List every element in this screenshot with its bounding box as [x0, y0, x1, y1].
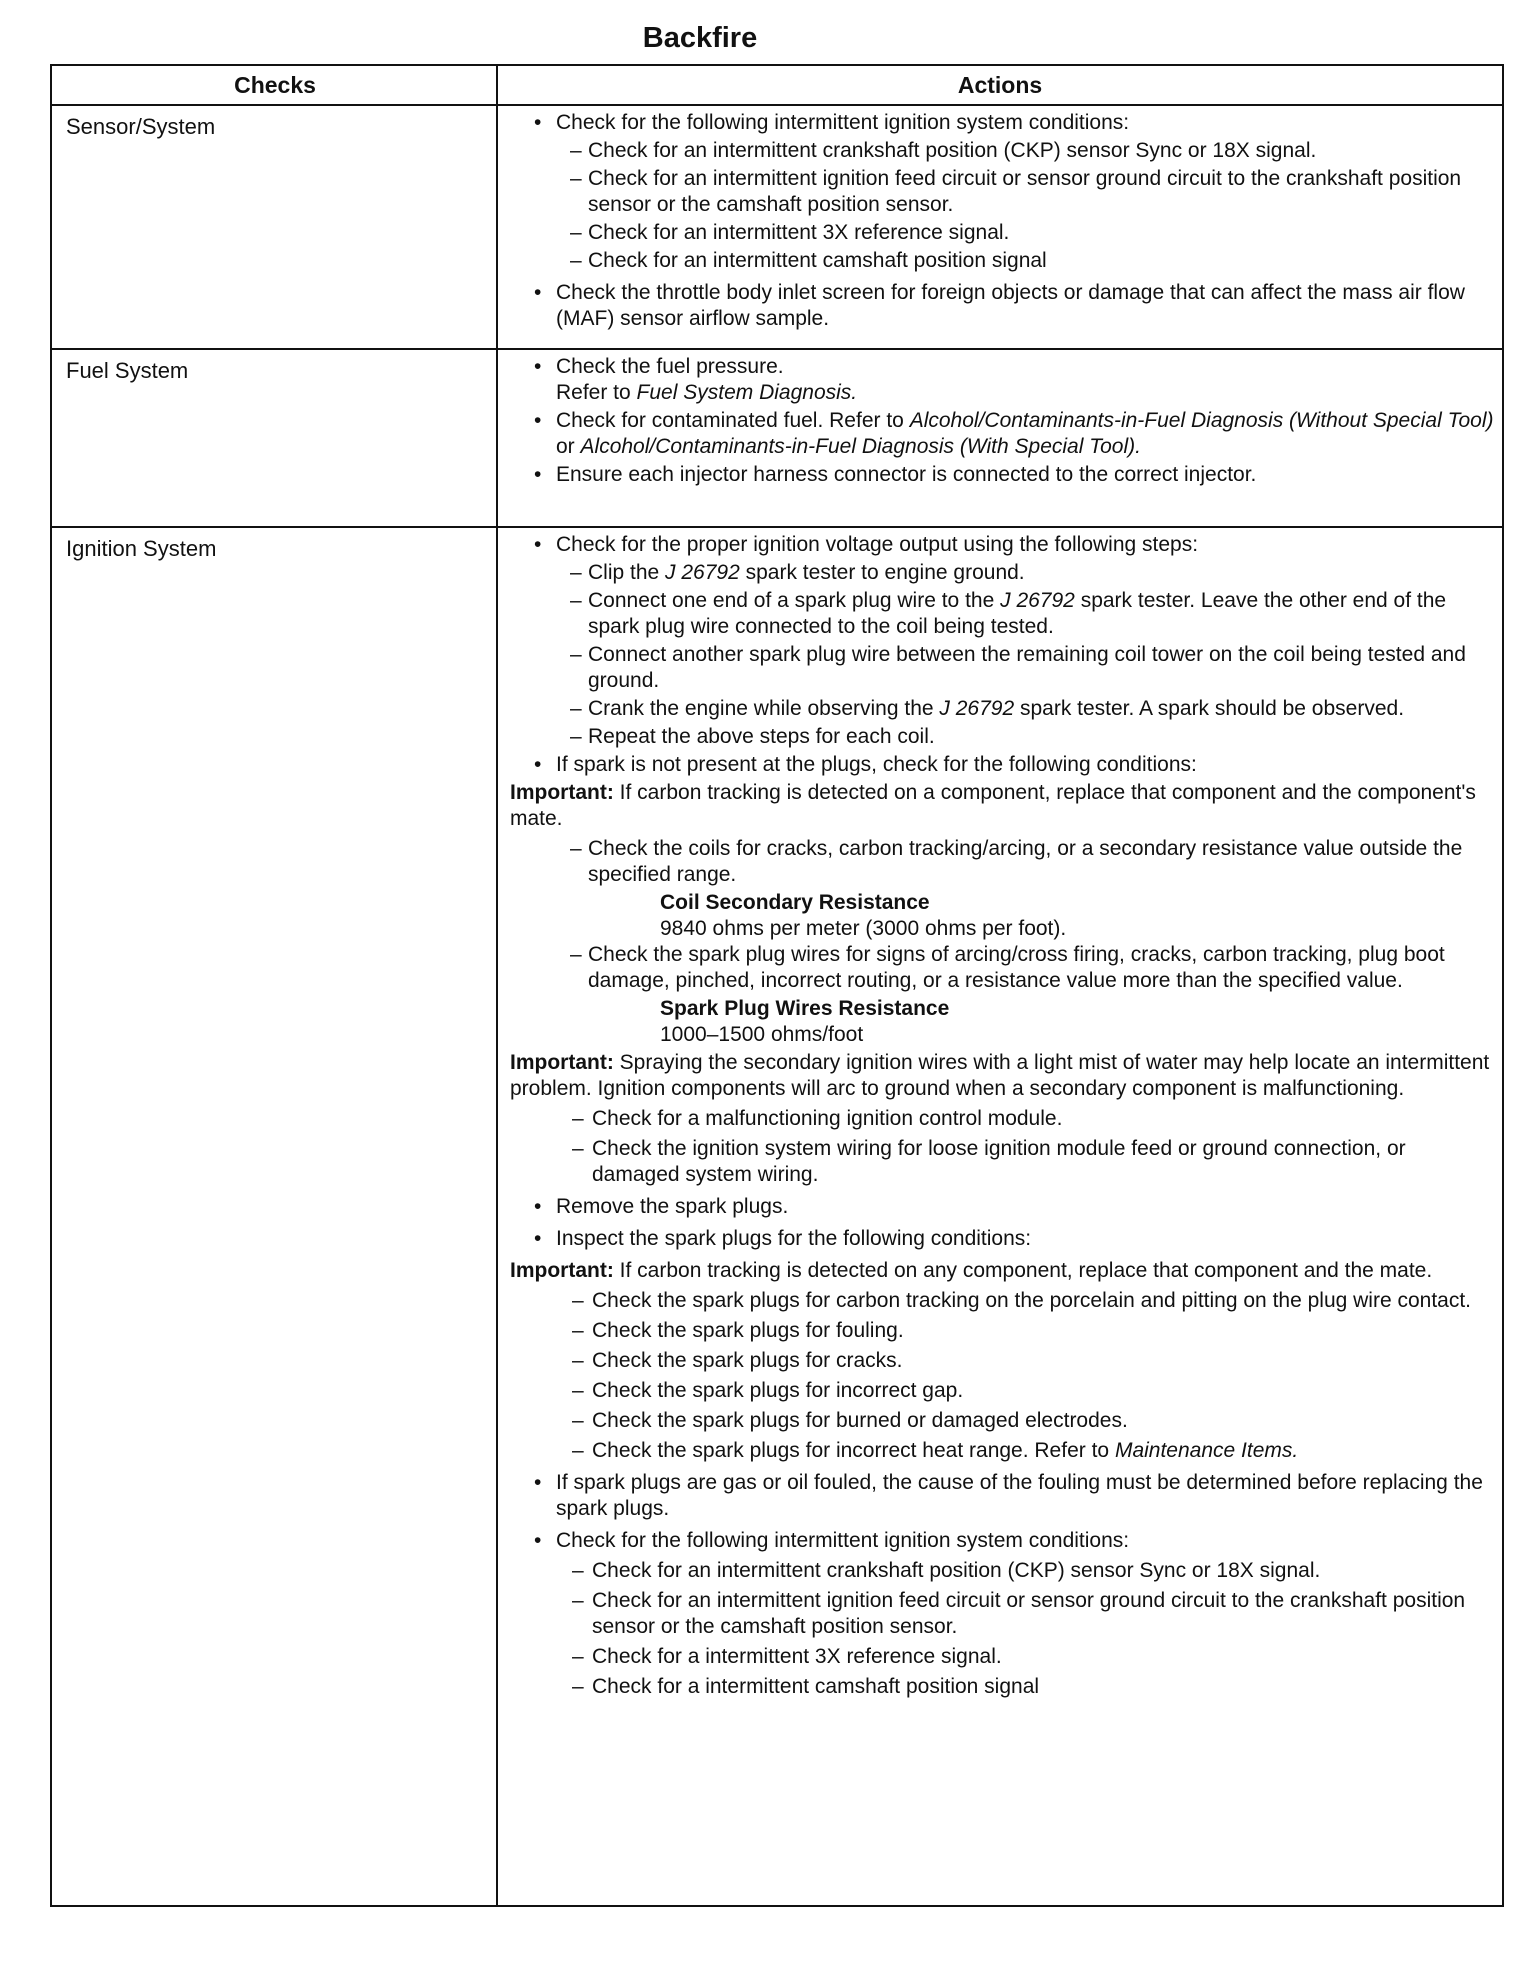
list-item: – Check the ignition system wiring for loose ignition module feed or ground connection, or damaged system wiring. — [510, 1136, 1496, 1188]
item-text: Crank the engine while observing the — [588, 697, 934, 720]
list-item: – Connect another spark plug wire between the remaining coil tower on the coil being tested and ground. — [510, 642, 1496, 694]
item-text: Refer to — [556, 381, 631, 404]
item-text: Connect one end of a spark plug wire to the — [588, 589, 995, 612]
check-label: Ignition System — [66, 536, 217, 561]
list-item: – Check the spark plugs for carbon tracking on the porcelain and pitting on the plug wire contact. — [510, 1288, 1496, 1314]
item-text: or — [556, 435, 575, 458]
list-item: • Remove the spark plugs. — [510, 1194, 1496, 1220]
list-item: • Check the throttle body inlet screen for foreign objects or damage that can affect the mass air flow (MAF) sensor airflow sample. — [510, 280, 1496, 332]
list-item: – Repeat the above steps for each coil. — [510, 724, 1496, 750]
tool-name: J 26792 — [939, 697, 1015, 720]
page-title: Backfire — [642, 22, 758, 54]
spec-block — [510, 890, 1496, 942]
list-item: – Check for a malfunctioning ignition control module. — [510, 1106, 1496, 1132]
spec-value: 9840 ohms per meter (3000 ohms per foot). — [660, 917, 1067, 940]
list-item: – Check for a intermittent 3X reference signal. — [510, 1644, 1496, 1670]
list-item — [510, 1438, 1496, 1464]
actions-cell — [510, 354, 1496, 490]
item-text: Check the spark plugs for incorrect heat range. Refer to — [592, 1439, 1110, 1462]
important-label: Important: — [510, 1259, 614, 1282]
list-item: – Check for an intermittent crankshaft position (CKP) sensor Sync or 18X signal. — [510, 138, 1496, 164]
important-note — [510, 1258, 1496, 1284]
important-label: Important: — [510, 1051, 614, 1074]
item-text: spark tester. Leave the other end of the spark plug wire connected to the coil being tested. — [588, 589, 1447, 638]
important-note — [510, 780, 1496, 832]
list-item: – Check the spark plugs for cracks. — [510, 1348, 1496, 1374]
important-label: Important: — [510, 781, 614, 804]
reference-link: Alcohol/Contaminants-in-Fuel Diagnosis (With Special Tool). — [580, 435, 1141, 458]
note-text: If carbon tracking is detected on a component, replace that component and the component's mate. — [510, 781, 1476, 830]
list-item: – Check for an intermittent 3X reference signal. — [510, 220, 1496, 246]
list-item: – Check for an intermittent crankshaft position (CKP) sensor Sync or 18X signal. — [510, 1558, 1496, 1584]
list-item — [510, 560, 1496, 586]
list-item: – Check for an intermittent ignition feed circuit or sensor ground circuit to the crankshaft position sensor or the camshaft position sensor. — [510, 1588, 1496, 1640]
list-item: • Check for the proper ignition voltage output using the following steps: — [510, 532, 1496, 558]
list-item: • If spark is not present at the plugs, check for the following conditions: — [510, 752, 1496, 778]
item-text: spark tester to engine ground. — [745, 561, 1025, 584]
checks-column-header: Checks — [234, 72, 316, 98]
item-text: Clip the — [588, 561, 660, 584]
list-item: • If spark plugs are gas or oil fouled, the cause of the fouling must be determined before replacing the spark plugs. — [510, 1470, 1496, 1522]
list-item: – Check for an intermittent ignition feed circuit or sensor ground circuit to the crankshaft position sensor or the camshaft position sensor. — [510, 166, 1496, 218]
note-text: Spraying the secondary ignition wires with a light mist of water may help locate an intermittent problem. Ignition components will arc to ground when a secondary component is malfunctioning. — [510, 1051, 1490, 1100]
tool-name: J 26792 — [665, 561, 740, 584]
list-item — [510, 696, 1496, 722]
tool-name: J 26792 — [1000, 589, 1075, 612]
list-item: – Check the spark plugs for incorrect gap. — [510, 1378, 1496, 1404]
table-row-ignition-system — [52, 526, 1502, 1905]
list-item: – Check for an intermittent camshaft position signal — [510, 248, 1496, 274]
reference-link: Alcohol/Contaminants-in-Fuel Diagnosis (Without Special Tool) — [909, 409, 1494, 432]
list-item: – Check the spark plugs for fouling. — [510, 1318, 1496, 1344]
actions-cell — [510, 532, 1496, 1704]
list-item: – Check the spark plug wires for signs of arcing/cross firing, cracks, carbon tracking, plug boot damage, pinched, incorrect routing, or a resistance value more than the specified value. — [510, 942, 1496, 994]
item-text: spark tester. A spark should be observed. — [1019, 697, 1405, 720]
actions-cell — [510, 110, 1496, 334]
list-item — [510, 588, 1496, 640]
diagnostic-table — [50, 64, 1504, 1907]
check-label: Sensor/System — [66, 114, 216, 139]
reference-link: Fuel System Diagnosis. — [636, 381, 858, 404]
spec-value: 1000–1500 ohms/foot — [660, 1023, 864, 1046]
list-item — [510, 408, 1496, 460]
list-item: – Check for a intermittent camshaft position signal — [510, 1674, 1496, 1700]
list-item: – Check the spark plugs for burned or damaged electrodes. — [510, 1408, 1496, 1434]
table-header — [52, 66, 1502, 106]
spec-block — [510, 996, 1496, 1048]
list-item: • Check for the following intermittent ignition system conditions: — [510, 110, 1496, 136]
note-text: If carbon tracking is detected on any component, replace that component and the mate. — [619, 1259, 1433, 1282]
list-item: • Check for the following intermittent ignition system conditions: — [510, 1528, 1496, 1554]
check-label: Fuel System — [66, 358, 189, 383]
important-note — [510, 1050, 1496, 1102]
list-item: • Ensure each injector harness connector is connected to the correct injector. — [510, 462, 1496, 488]
actions-column-header: Actions — [957, 72, 1043, 98]
table-row-fuel-system — [52, 348, 1502, 528]
list-item: • Inspect the spark plugs for the following conditions: — [510, 1226, 1496, 1252]
list-item — [510, 354, 1496, 406]
spec-title: Coil Secondary Resistance — [660, 891, 930, 914]
table-row-sensor-system — [52, 104, 1502, 350]
list-item: – Check the coils for cracks, carbon tracking/arcing, or a secondary resistance value outside the specified range. — [510, 836, 1496, 888]
item-text: Check the fuel pressure. — [556, 355, 784, 378]
reference-link: Maintenance Items. — [1114, 1439, 1299, 1462]
item-text: Check for contaminated fuel. Refer to — [556, 409, 904, 432]
spec-title: Spark Plug Wires Resistance — [660, 997, 950, 1020]
